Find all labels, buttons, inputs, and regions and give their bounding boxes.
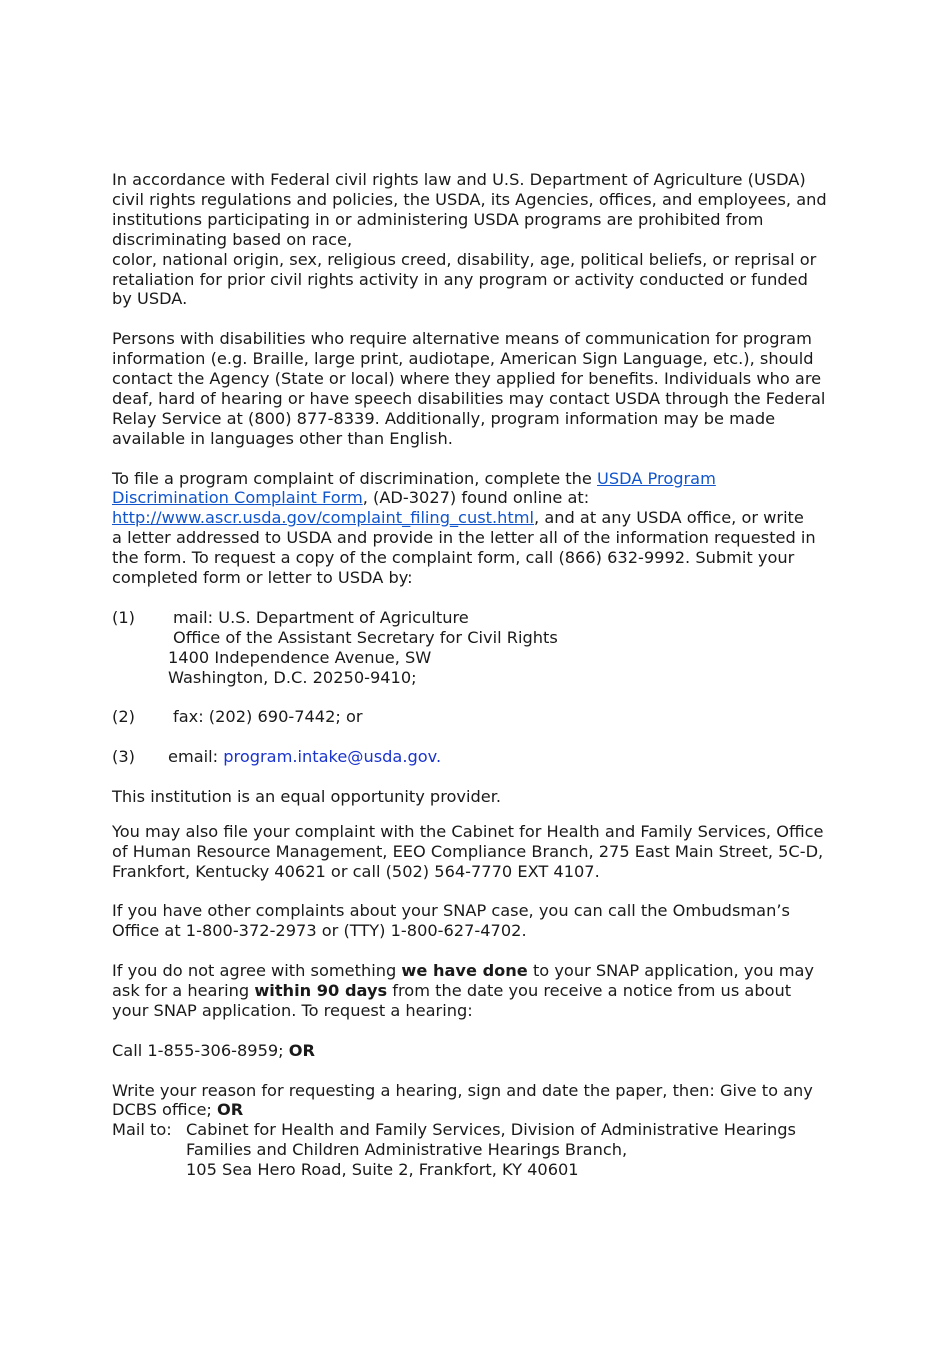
mail-address-line: Cabinet for Health and Family Services, Division of Administrative Hearings	[186, 1120, 796, 1140]
equal-opportunity-statement: This institution is an equal opportunity provider.	[112, 786, 502, 806]
text-span: , (AD-3027) found online at:	[362, 488, 590, 508]
list-item-row	[112, 707, 852, 727]
email-link[interactable]: program.intake@usda.gov.	[223, 747, 442, 767]
text-line: available in languages other than English.	[112, 428, 453, 448]
text-line: You may also file your complaint with the Cabinet for Health and Family Services, Office	[112, 821, 824, 841]
text-span: DCBS office;	[112, 1100, 218, 1120]
text-line: institutions participating in or administering USDA programs are prohibited from	[112, 209, 764, 229]
text-line	[112, 508, 852, 528]
list-item-row	[112, 608, 852, 628]
list-item-text: mail: U.S. Department of Agriculture	[173, 607, 469, 627]
text-line: information (e.g. Braille, large print, audiotape, American Sign Language, etc.), should	[112, 349, 814, 369]
text-span: ask for a hearing	[112, 981, 255, 1001]
list-item-email	[112, 747, 852, 767]
text-line: In accordance with Federal civil rights law and U.S. Department of Agriculture (USDA)	[112, 170, 806, 189]
disabilities-paragraph	[112, 329, 852, 448]
text-line: contact the Agency (State or local) where they applied for benefits. Individuals who are	[112, 369, 822, 389]
mail-address-row	[112, 1140, 852, 1160]
text-span: To file a program complaint of discrimination, complete the	[112, 468, 598, 488]
ombudsman-paragraph	[112, 901, 852, 941]
text-line: Relay Service at (800) 877-8339. Additionally, program information may be made	[112, 408, 776, 428]
text-line: If you have other complaints about your SNAP case, you can call the Ombudsman’s	[112, 901, 790, 921]
email-label: email:	[168, 747, 224, 767]
bold-text: OR	[288, 1040, 316, 1060]
document-page	[112, 170, 852, 1180]
list-item-mail	[112, 608, 852, 688]
mail-to-row	[112, 1120, 852, 1140]
list-item-row	[112, 668, 852, 688]
civil-rights-paragraph	[112, 170, 852, 309]
list-item-text: fax: (202) 690-7442; or	[173, 707, 363, 727]
bold-text: OR	[217, 1100, 244, 1120]
call-hearing-line	[112, 1041, 852, 1061]
list-item-row	[112, 648, 852, 668]
text-line: color, national origin, sex, religious creed, disability, age, political beliefs, or reprisal or	[112, 249, 817, 269]
text-line: the form. To request a copy of the complaint form, call (866) 632-9992. Submit your	[112, 548, 795, 568]
text-line: discriminating based on race,	[112, 229, 353, 249]
list-item-text: 1400 Independence Avenue, SW	[168, 647, 432, 667]
text-span: , and at any USDA office, or write	[534, 508, 804, 528]
text-span: Call 1-855-306-8959;	[112, 1040, 289, 1060]
mail-address-line: 105 Sea Hero Road, Suite 2, Frankfort, KY 40601	[186, 1160, 579, 1180]
text-span: from the date you receive a notice from us about	[387, 981, 792, 1001]
hearing-request-paragraph	[112, 961, 852, 1021]
bold-text: we have done	[401, 961, 528, 981]
text-span: to your SNAP application, you may	[527, 961, 814, 981]
list-item-text	[168, 747, 441, 767]
mail-address-row	[112, 1160, 852, 1180]
text-line: Frankfort, Kentucky 40621 or call (502) 564-7770 EXT 4107.	[112, 861, 600, 881]
mail-to-label: Mail to:	[112, 1120, 172, 1140]
text-line	[112, 961, 852, 981]
list-number: (3)	[112, 747, 135, 767]
text-line: deaf, hard of hearing or have speech disabilities may contact USDA through the Federal	[112, 388, 826, 408]
list-number: (1)	[112, 607, 135, 627]
list-item-row	[112, 628, 852, 648]
list-item-text: Office of the Assistant Secretary for Civil Rights	[173, 627, 558, 647]
write-hearing-paragraph	[112, 1081, 852, 1180]
text-line: Office at 1-800-372-2973 or (TTY) 1-800-627-4702.	[112, 921, 527, 941]
text-line: Persons with disabilities who require alternative means of communication for program	[112, 329, 812, 349]
text-line: retaliation for prior civil rights activity in any program or activity conducted or funded	[112, 269, 808, 289]
mail-address-line: Families and Children Administrative Hearings Branch,	[186, 1140, 628, 1160]
list-item-fax	[112, 707, 852, 727]
text-line: completed form or letter to USDA by:	[112, 568, 413, 588]
text-line	[112, 1100, 852, 1120]
cabinet-complaint-paragraph	[112, 822, 852, 882]
text-line	[112, 488, 852, 508]
text-line	[112, 469, 852, 489]
bold-text: within 90 days	[254, 981, 388, 1001]
text-line: civil rights regulations and policies, the USDA, its Agencies, offices, and employees, and	[112, 189, 827, 209]
complaint-filing-paragraph	[112, 469, 852, 588]
submission-list	[112, 608, 852, 767]
list-item-row	[112, 747, 852, 767]
complaint-form-link[interactable]: USDA Program	[597, 468, 716, 488]
text-line: your SNAP application. To request a hearing:	[112, 1000, 473, 1020]
text-line: of Human Resource Management, EEO Compliance Branch, 275 East Main Street, 5C-D,	[112, 841, 824, 861]
complaint-url-link[interactable]: http://www.ascr.usda.gov/complaint_filing_cust.html	[112, 508, 535, 528]
complaint-form-link-continued[interactable]: Discrimination Complaint Form	[112, 488, 363, 508]
text-line	[112, 981, 852, 1001]
list-number: (2)	[112, 707, 135, 727]
text-span: If you do not agree with something	[112, 961, 402, 981]
text-line: Write your reason for requesting a hearing, sign and date the paper, then: Give to any	[112, 1080, 813, 1100]
text-line: a letter addressed to USDA and provide in the letter all of the information requested in	[112, 528, 816, 548]
list-item-text: Washington, D.C. 20250-9410;	[168, 667, 417, 687]
text-line: by USDA.	[112, 289, 188, 309]
